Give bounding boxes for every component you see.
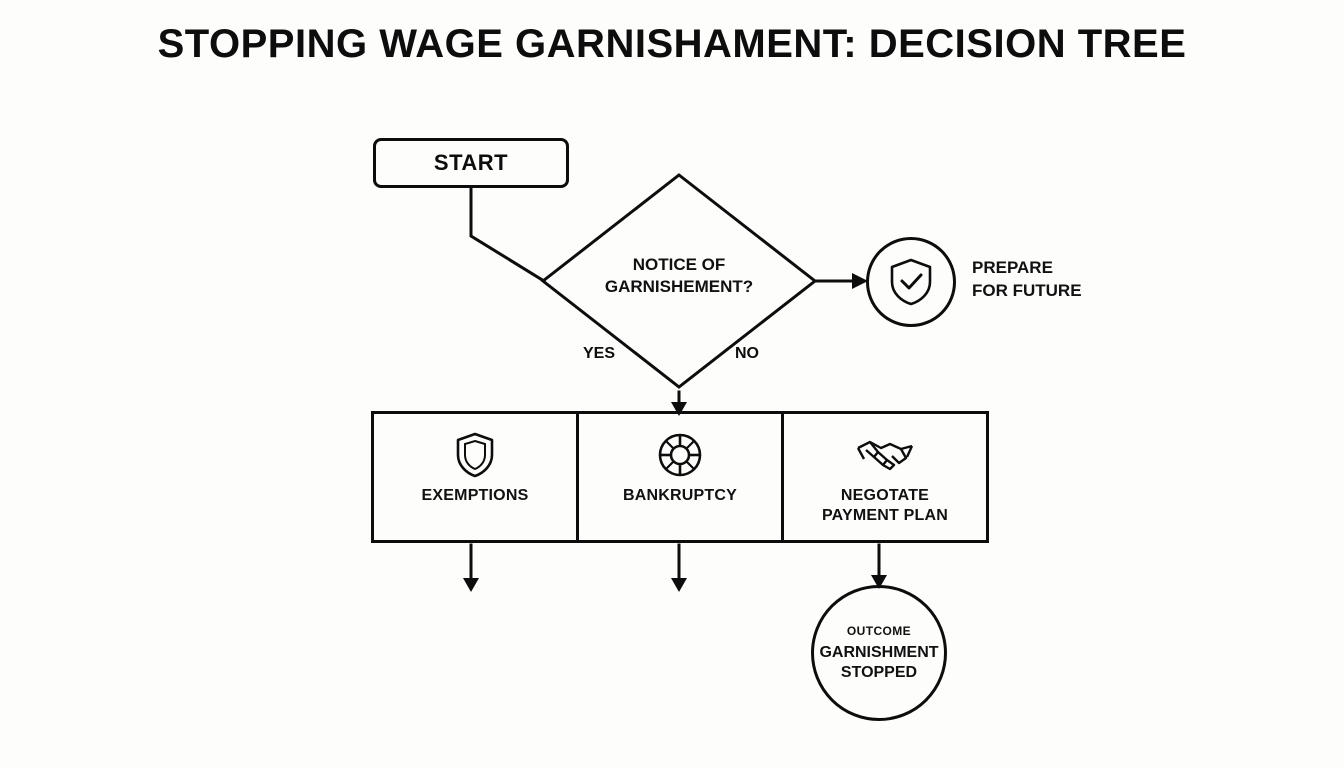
options-row <box>371 411 989 543</box>
option-negotiate-payment-plan[interactable] <box>781 414 986 540</box>
outcome-label-line2: STOPPED <box>840 663 918 681</box>
option-bankruptcy-line1: BANKRUPTCY <box>623 487 737 504</box>
prepare-label-line1: PREPARE <box>972 258 1053 277</box>
prepare-label <box>972 257 1192 303</box>
handshake-icon-wrap <box>854 432 916 478</box>
prepare-label-line2: FOR FUTURE <box>972 280 1082 300</box>
outcome-label <box>819 643 938 683</box>
shield-icon <box>454 431 496 479</box>
node-decision[interactable] <box>538 170 820 392</box>
node-outcome[interactable] <box>811 585 947 721</box>
node-decision-label-line2: GARNISHEMENT? <box>604 277 754 297</box>
node-decision-label-line1: NOTICE OF <box>632 255 726 274</box>
outcome-kicker: OUTCOME <box>846 623 912 638</box>
handshake-icon <box>854 434 916 476</box>
outcome-label-line1: GARNISHMENT <box>819 643 939 661</box>
edge-label-no: NO <box>735 345 759 362</box>
option-bankruptcy-label <box>623 486 737 506</box>
shield-icon-wrap <box>454 432 496 478</box>
node-decision-label <box>538 254 820 298</box>
edge-label-yes: YES <box>583 345 616 362</box>
option-negotiate-line1: NEGOTATE <box>840 487 930 504</box>
option-exemptions-label <box>422 486 529 506</box>
lifebuoy-icon-wrap <box>656 432 704 478</box>
option-negotiate-line2: PAYMENT PLAN <box>822 507 948 524</box>
option-exemptions[interactable] <box>374 414 576 540</box>
option-negotiate-label <box>822 486 948 526</box>
lifebuoy-icon <box>656 431 704 479</box>
option-bankruptcy[interactable] <box>576 414 781 540</box>
shield-check-icon <box>888 257 934 307</box>
node-start-label: START <box>433 150 509 176</box>
page-title: STOPPING WAGE GARNISHAMENT: DECISION TREE <box>157 22 1187 66</box>
node-prepare-for-future[interactable] <box>866 237 1196 329</box>
prepare-icon-circle <box>866 237 956 327</box>
option-exemptions-line1: EXEMPTIONS <box>421 487 529 504</box>
